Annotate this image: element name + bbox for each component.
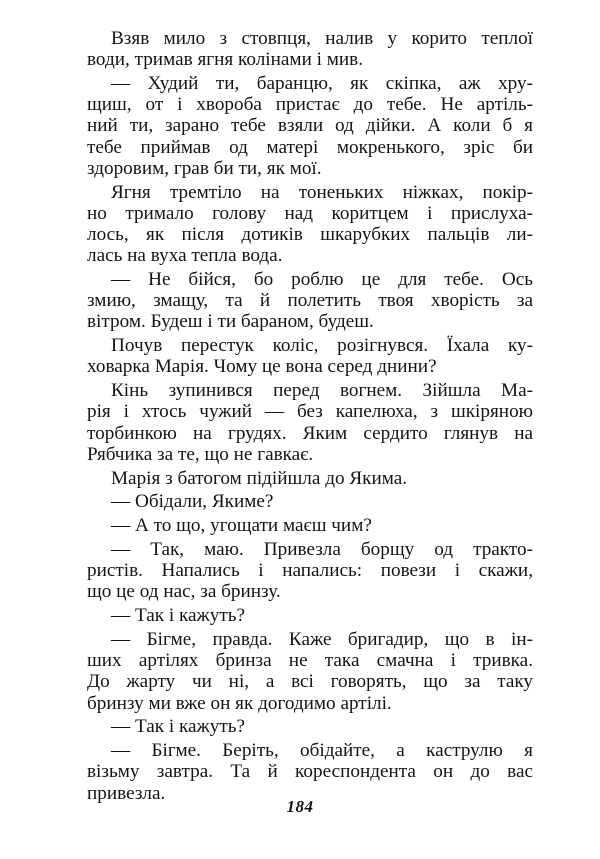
text-line: ристів. Напались і напались: повези і скажи, — [87, 560, 533, 582]
paragraph — [87, 269, 533, 333]
text-line: ний ти, зарано тебе взяли од дійки. А коли б я — [87, 115, 533, 137]
paragraph — [87, 468, 533, 489]
text-line: лась на вуха тепла вода. — [87, 245, 283, 267]
text-line: Рябчика за те, що не гавкає. — [87, 443, 314, 465]
paragraph — [87, 629, 533, 714]
page-number: 184 — [286, 797, 314, 816]
paragraph — [87, 182, 533, 267]
text-line: — Не бійся, бо роблю це для тебе. Ось — [111, 269, 533, 291]
text-line: здоровим, грав би ти, як мої. — [87, 157, 322, 179]
paragraph — [87, 491, 533, 512]
text-line: рія і хтось чужий — без капелюха, з шкіряною — [87, 401, 533, 423]
paragraph — [87, 605, 533, 626]
text-line: води, тримав ягня колінами і мив. — [87, 49, 364, 71]
text-line: Ягня тремтіло на тоненьких ніжках, покір- — [111, 181, 533, 203]
text-line: — Так і кажуть? — [111, 716, 246, 738]
text-line: що це од нас, за бринзу. — [87, 581, 281, 603]
text-line: вітром. Будеш і ти бараном, будеш. — [87, 311, 374, 333]
paragraph — [87, 335, 533, 377]
paragraph — [87, 380, 533, 465]
text-line: — А то що, угощати маєш чим? — [111, 515, 372, 537]
paragraph — [87, 515, 533, 536]
paragraph — [87, 28, 533, 70]
text-line: тебе приймав од матері мокренького, зріс би — [87, 136, 533, 158]
text-line: бринзу ми вже он як догодимо артілі. — [87, 692, 392, 714]
text-line: візьму завтра. Та й кореспондента он до вас — [87, 761, 533, 783]
text-line: — Бігме, правда. Каже бригадир, що в ін- — [111, 629, 533, 651]
text-line: торбинкою на грудях. Яким сердито глянув на — [87, 422, 533, 444]
text-line: — Так і кажуть? — [111, 605, 246, 627]
text-line: Взяв мило з стовпця, налив у корито теплої — [111, 28, 533, 49]
text-line: щиш, от і хвороба пристає до тебе. Не артіль- — [87, 94, 533, 116]
text-line: ховарка Марія. Чому це вона серед днини? — [87, 356, 437, 378]
paragraph — [87, 73, 533, 179]
text-line: Марія з батогом підійшла до Якима. — [111, 467, 408, 489]
text-line: ших артілях бринза не така смачна і тривка. — [87, 650, 533, 672]
paragraph — [87, 716, 533, 737]
text-line: змию, змащу, та й полетить твоя хворість за — [87, 290, 533, 312]
text-line: но тримало голову над коритцем і прислуха- — [87, 202, 533, 224]
text-line: — Так, маю. Привезла борщу од тракто- — [111, 539, 533, 561]
text-line: привезла. — [87, 782, 166, 804]
text-line: — Худий ти, баранцю, як скіпка, аж хру- — [111, 73, 533, 94]
text-line: До жарту чи ні, а всі говорять, що за таку — [87, 671, 533, 693]
text-line: лось, як після дотиків шкарубких пальців ли- — [87, 224, 533, 246]
text-line: Кінь зупинився перед вогнем. Зійшла Ма- — [111, 380, 533, 402]
paragraph — [87, 740, 533, 804]
text-line: — Бігме. Беріть, обідайте, а каструлю я — [111, 740, 533, 762]
text-line: Почув перестук коліс, розігнувся. Їхала ку- — [111, 335, 533, 357]
paragraph — [87, 539, 533, 603]
text-line: — Обідали, Якиме? — [111, 491, 274, 513]
book-page — [87, 28, 533, 806]
